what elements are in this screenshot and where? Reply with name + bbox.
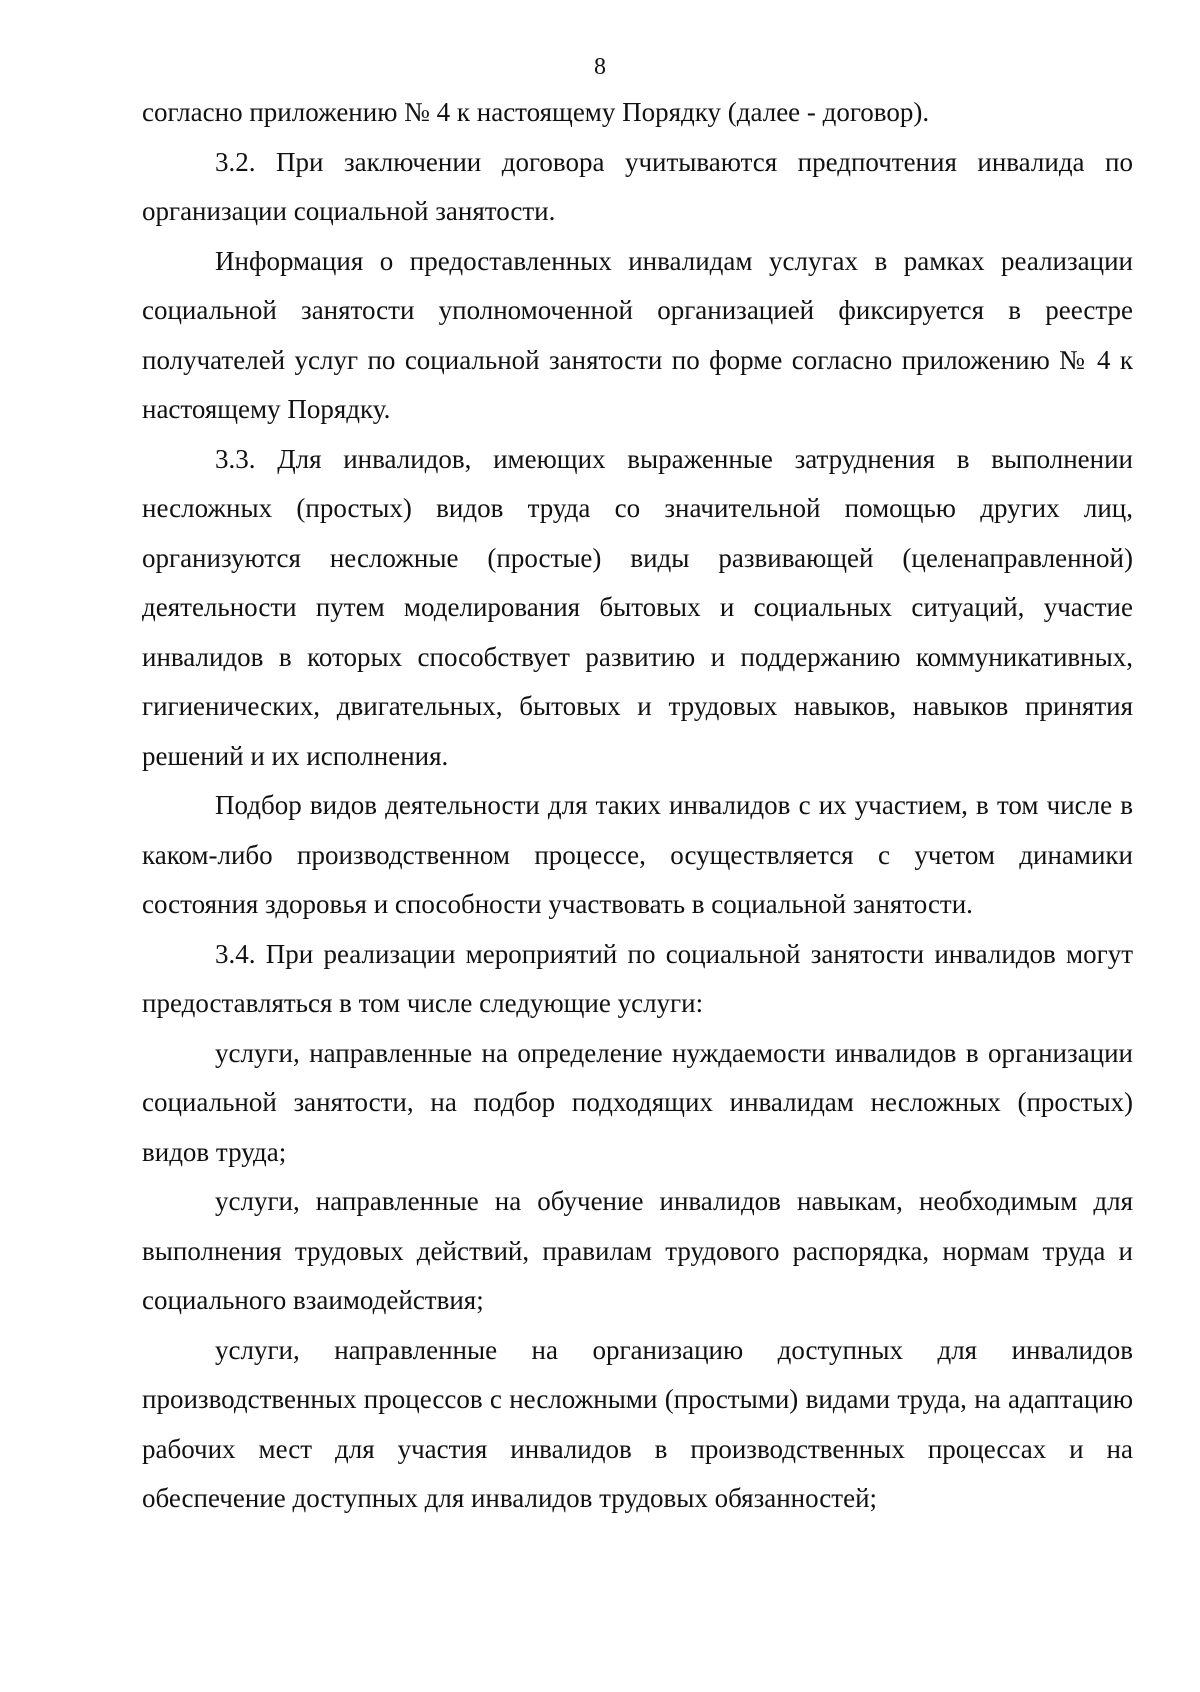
paragraph-3-2: 3.2. При заключении договора учитываются предпочтения инвалида по организации социальной занятости.	[142, 146, 1133, 226]
list-item-training: услуги, направленные на обучение инвалидов навыкам, необходимым для выполнения трудовых действий, правилам трудового распорядка, нормам труда и социального взаимодействия;	[142, 1186, 1133, 1315]
page-number: 8	[594, 54, 606, 80]
paragraph-activity-selection: Подбор видов деятельности для таких инвалидов с их участием, в том числе в каком-либо производственном процессе, осуществляется с учетом динамики состояния здоровья и способности участвовать в социальной занятости.	[142, 790, 1133, 919]
paragraph-3-3: 3.3. Для инвалидов, имеющих выраженные затруднения в выполнении несложных (простых) видов труда со значительной помощью других лиц, организуются несложные (простые) виды развивающей (целенаправленной) деятельности путем моделирования бытовых и социальных ситуаций, участие инвалидов в которых способствует развитию и поддержанию коммуникативных, гигиенических, двигательных, бытовых и трудовых навыков, навыков принятия решений и их исполнения.	[142, 443, 1133, 771]
paragraph-3-4: 3.4. При реализации мероприятий по социальной занятости инвалидов могут предоставляться в том числе следующие услуги:	[142, 938, 1133, 1018]
list-item-workplace-organization: услуги, направленные на организацию доступных для инвалидов производственных процессов с несложными (простыми) видами труда, на адаптацию рабочих мест для участия инвалидов в производственных процессах и на обеспечение доступных для инвалидов трудовых обязанностей;	[142, 1334, 1133, 1513]
paragraph-contract-continuation: согласно приложению № 4 к настоящему Порядку (далее - договор).	[142, 97, 930, 127]
document-body	[142, 88, 1133, 1524]
list-item-needs-assessment: услуги, направленные на определение нуждаемости инвалидов в организации социальной занятости, на подбор подходящих инвалидам несложных (простых) видов труда;	[142, 1037, 1133, 1167]
paragraph-registry-info: Информация о предоставленных инвалидам услугах в рамках реализации социальной занятости уполномоченной организацией фиксируется в реестре получателей услуг по социальной занятости по форме согласно приложению № 4 к настоящему Порядку.	[142, 245, 1133, 424]
